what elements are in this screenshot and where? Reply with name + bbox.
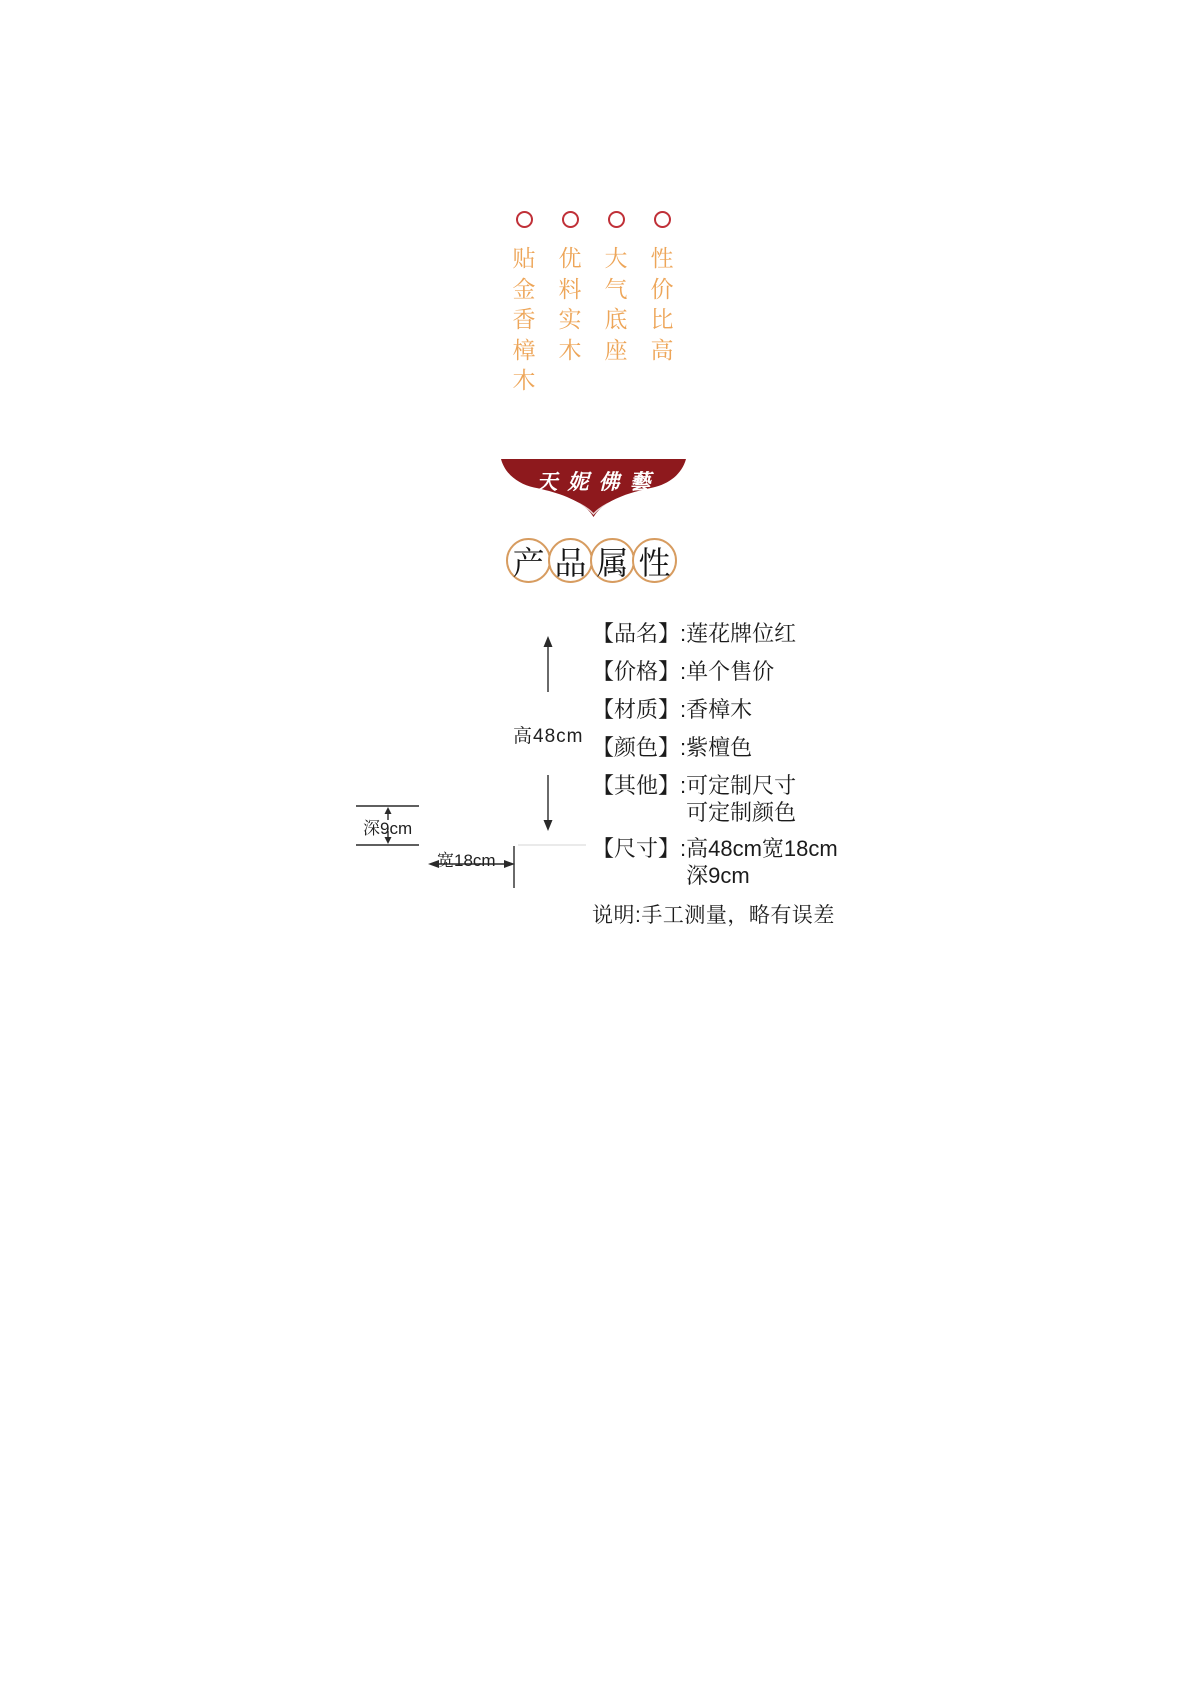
- attribute-list: [592, 622, 922, 929]
- feature-column-quality-wood: [557, 211, 583, 365]
- feature-column-grand-base: [603, 211, 629, 365]
- attr-value: 紫檀色: [686, 735, 753, 760]
- brand-name: 天妮佛藝: [536, 471, 661, 494]
- red-circle-icon: [654, 211, 671, 228]
- heading-char-circle: 品: [548, 538, 593, 583]
- attr-label: 【尺寸】:: [592, 836, 687, 861]
- red-circle-icon: [516, 211, 533, 228]
- heading-char-circle: 产: [506, 538, 551, 583]
- brand-banner: [501, 459, 686, 517]
- feature-column-value: [649, 211, 675, 365]
- feature-text: 大气底座: [604, 245, 628, 363]
- attr-row-size: [592, 837, 922, 888]
- red-circle-icon: [608, 211, 625, 228]
- attr-label: 【价格】:: [592, 659, 687, 684]
- attr-row-other: [592, 774, 922, 825]
- attr-value-line2: 可定制颜色: [686, 800, 797, 825]
- attr-value: 可定制尺寸: [686, 773, 797, 798]
- attr-row-name: [592, 622, 922, 646]
- attr-row-color: [592, 736, 922, 760]
- attr-value: 莲花牌位红: [686, 621, 797, 646]
- height-arrow-up: [544, 636, 553, 692]
- attr-row-price: [592, 660, 922, 684]
- depth-dimension-label: 深9cm: [363, 819, 413, 838]
- height-arrow-down: [544, 775, 553, 831]
- red-circle-icon: [562, 211, 579, 228]
- attr-value-line2: 深9cm: [686, 863, 750, 888]
- measurement-note: 说明:手工测量，略有误差: [592, 904, 835, 927]
- heading-char-circle: 性: [632, 538, 677, 583]
- feature-text: 优料实木: [558, 245, 582, 363]
- section-heading-product-attributes: [506, 538, 677, 583]
- feature-column-gilded-camphor: [511, 211, 537, 396]
- feature-text: 性价比高: [650, 245, 674, 363]
- heading-char-circle: 属: [590, 538, 635, 583]
- width-dimension-label: 宽18cm: [437, 851, 496, 870]
- attr-label: 【材质】:: [592, 697, 687, 722]
- attr-row-material: [592, 698, 922, 722]
- attr-label: 【颜色】:: [592, 735, 687, 760]
- height-dimension-label: 高48cm: [513, 726, 584, 747]
- attr-label: 【品名】:: [592, 621, 687, 646]
- feature-text: 贴金香樟木: [512, 245, 536, 393]
- attr-label: 【其他】:: [592, 773, 687, 798]
- attr-value: 高48cm宽18cm: [686, 836, 838, 861]
- attr-value: 单个售价: [686, 659, 775, 684]
- attr-value: 香樟木: [686, 697, 753, 722]
